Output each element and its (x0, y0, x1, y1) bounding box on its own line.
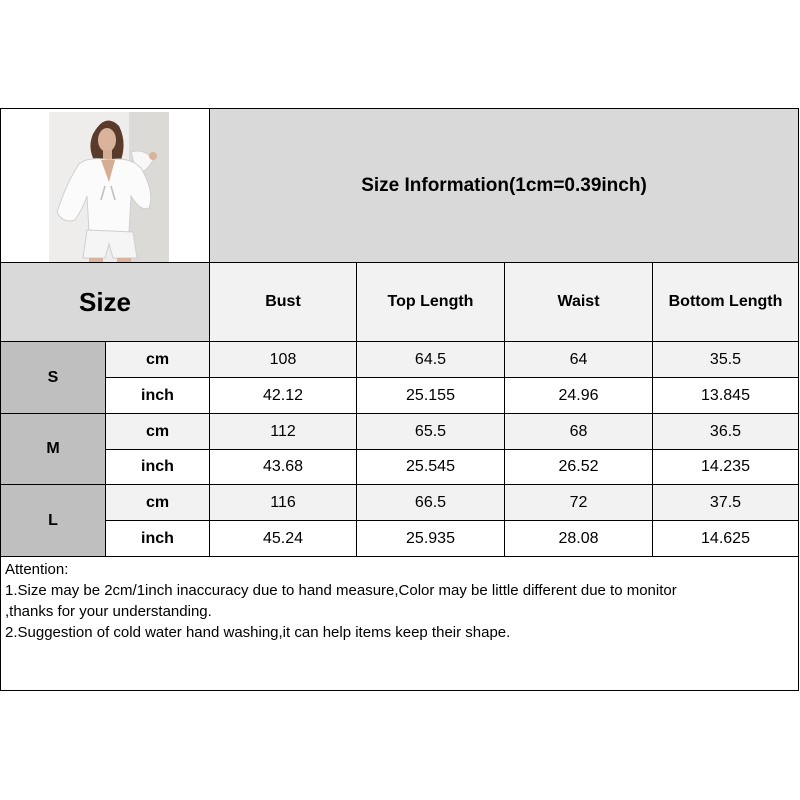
table-cell: 43.68 (209, 449, 357, 485)
table-cell: 24.96 (504, 377, 653, 414)
unit-label: cm (105, 413, 210, 450)
product-photo-cell (0, 108, 210, 263)
table-cell: 35.5 (652, 341, 799, 378)
table-cell: 13.845 (652, 377, 799, 414)
size-chart (0, 108, 799, 691)
unit-label: inch (105, 449, 210, 485)
size-label-s: S (0, 341, 106, 414)
chart-title-cell (209, 108, 799, 263)
table-cell: 66.5 (356, 484, 505, 521)
table-cell: 25.155 (356, 377, 505, 414)
column-header-bust: Bust (209, 262, 357, 342)
note-line: ,thanks for your understanding. (5, 603, 212, 620)
table-cell: 37.5 (652, 484, 799, 521)
table-cell: 42.12 (209, 377, 357, 414)
size-header-cell (0, 262, 210, 342)
table-cell: 14.235 (652, 449, 799, 485)
column-header-bottom-length: Bottom Length (652, 262, 799, 342)
table-cell: 68 (504, 413, 653, 450)
table-cell: 64 (504, 341, 653, 378)
size-header: Size (78, 286, 132, 317)
table-cell: 72 (504, 484, 653, 521)
column-header-top-length: Top Length (356, 262, 505, 342)
note-line: 1.Size may be 2cm/1inch inaccuracy due to hand measure,Color may be little different due to monitor (5, 582, 677, 599)
note-line: 2.Suggestion of cold water hand washing,it can help items keep their shape. (5, 624, 511, 641)
table-cell: 36.5 (652, 413, 799, 450)
unit-label: cm (105, 484, 210, 521)
table-cell: 112 (209, 413, 357, 450)
chart-title: Size Information(1cm=0.39inch) (361, 174, 647, 196)
size-label-m: M (0, 413, 106, 485)
table-cell: 26.52 (504, 449, 653, 485)
unit-label: inch (105, 377, 210, 414)
table-cell: 45.24 (209, 520, 357, 557)
table-cell: 28.08 (504, 520, 653, 557)
column-header-waist: Waist (504, 262, 653, 342)
table-cell: 116 (209, 484, 357, 521)
table-cell: 25.935 (356, 520, 505, 557)
product-photo (49, 112, 169, 262)
unit-label: cm (105, 341, 210, 378)
table-cell: 108 (209, 341, 357, 378)
unit-label: inch (105, 520, 210, 557)
table-cell: 65.5 (356, 413, 505, 450)
notes-box (0, 556, 799, 691)
table-cell: 64.5 (356, 341, 505, 378)
table-cell: 14.625 (652, 520, 799, 557)
table-cell: 25.545 (356, 449, 505, 485)
notes-heading: Attention: (5, 561, 69, 578)
size-label-l: L (0, 484, 106, 557)
